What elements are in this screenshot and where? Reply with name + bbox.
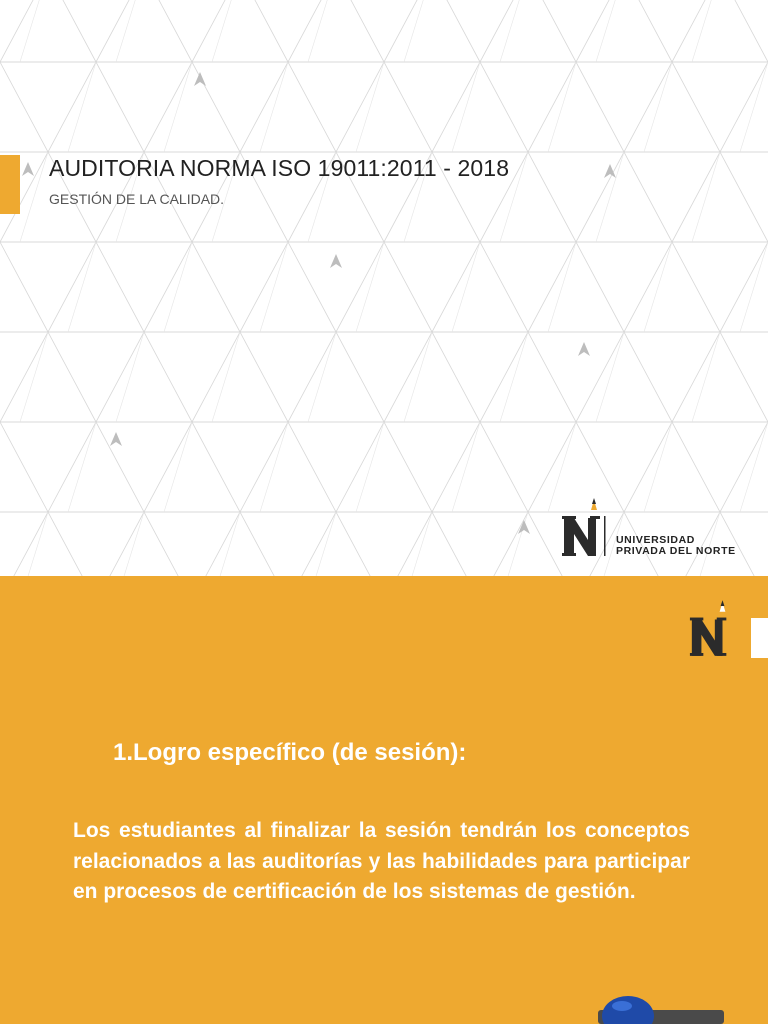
university-name — [616, 535, 736, 557]
university-name-line2: PRIVADA DEL NORTE — [616, 545, 736, 557]
section-heading: 1.Logro específico (de sesión): — [113, 739, 467, 766]
content-slide — [0, 576, 768, 1024]
title-accent-bar — [0, 155, 20, 214]
slide-title: AUDITORIA NORMA ISO 19011:2011 - 2018 — [49, 155, 510, 181]
university-name-line1: UNIVERSIDAD — [616, 534, 695, 546]
slide-subtitle: GESTIÓN DE LA CALIDAD. — [49, 191, 225, 207]
upn-n-logo-icon — [560, 498, 608, 560]
white-edge-tab — [751, 618, 768, 658]
upn-n-logo-icon — [688, 600, 734, 660]
section-body: Los estudiantes al finalizar la sesión tendrán los conceptos relacionados a las auditorías y las habilidades para participar en procesos de certificación de los sistemas de gestión. — [73, 819, 690, 903]
helmet-illustration-icon — [598, 996, 724, 1024]
university-logo — [560, 498, 760, 560]
